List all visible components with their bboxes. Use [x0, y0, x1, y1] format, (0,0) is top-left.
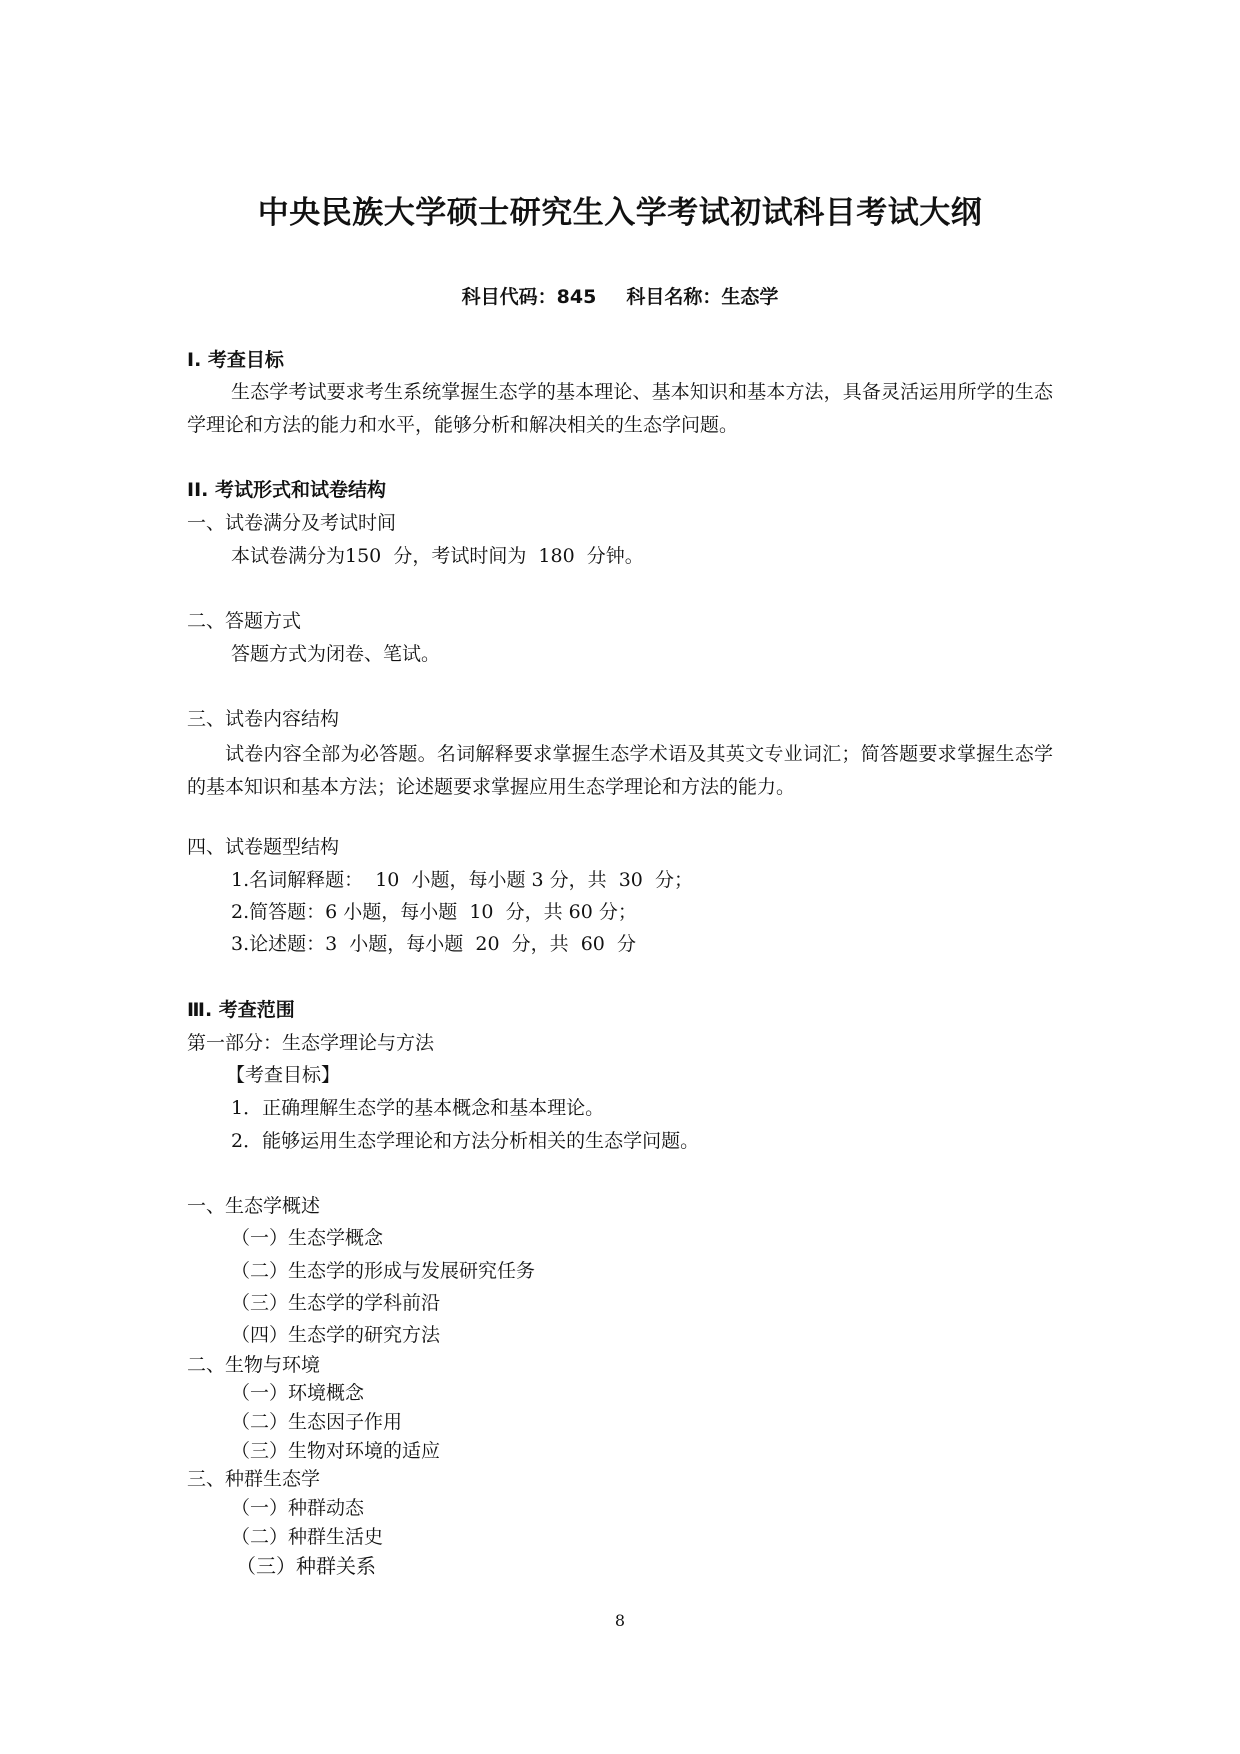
- goal-item: 1．正确理解生态学的基本概念和基本理论。: [231, 1097, 605, 1119]
- page-number: 8: [614, 1611, 626, 1630]
- goal-item: 2．能够运用生态学理论和方法分析相关的生态学问题。: [231, 1130, 700, 1152]
- exam-score-time-body: 本试卷满分为150 分，考试时间为 180 分钟。: [231, 545, 644, 567]
- chapter-2-item: （一）环境概念: [231, 1382, 365, 1404]
- content-structure-title: 三、试卷内容结构: [187, 708, 340, 730]
- subject-line: [0, 284, 1240, 310]
- section-1-body: 生态学考试要求考生系统掌握生态学的基本理论、基本知识和基本方法，具备灵活运用所学的生态学理论和方法的能力和水平，能够分析和解决相关的生态学问题。: [187, 381, 1053, 436]
- chapter-3-title: 三、种群生态学: [187, 1468, 321, 1490]
- chapter-1-item: （一）生态学概念: [231, 1227, 384, 1249]
- chapter-2-item: （三）生物对环境的适应: [231, 1440, 441, 1462]
- chapter-1-title: 一、生态学概述: [187, 1195, 321, 1217]
- section-3-heading: Ⅲ. 考查范围: [187, 999, 295, 1021]
- document-title: 中央民族大学硕士研究生入学考试初试科目考试大纲: [257, 195, 983, 231]
- question-type-item: 3.论述题：3 小题，每小题 20 分，共 60 分: [231, 933, 636, 955]
- section-2-heading: II. 考试形式和试卷结构: [187, 479, 386, 501]
- section-1-heading: I. 考查目标: [187, 349, 284, 371]
- subject-name: 科目名称：生态学: [626, 286, 779, 308]
- chapter-3-item: （三）种群关系: [236, 1554, 376, 1578]
- answer-method-body: 答题方式为闭卷、笔试。: [231, 643, 441, 665]
- chapter-1-item: （四）生态学的研究方法: [231, 1324, 441, 1346]
- chapter-1-item: （二）生态学的形成与发展研究任务: [231, 1260, 536, 1282]
- part-1-title: 第一部分：生态学理论与方法: [187, 1032, 435, 1054]
- content-structure-body: 试卷内容全部为必答题。名词解释要求掌握生态学术语及其英文专业词汇；简答题要求掌握生态学的基本知识和基本方法；论述题要求掌握应用生态学理论和方法的能力。: [187, 743, 1053, 798]
- subject-code: 科目代码：845: [461, 286, 597, 308]
- chapter-2-item: （二）生态因子作用: [231, 1411, 403, 1433]
- exam-score-time-title: 一、试卷满分及考试时间: [187, 512, 397, 534]
- chapter-3-item: （一）种群动态: [231, 1497, 365, 1519]
- answer-method-title: 二、答题方式: [187, 610, 302, 632]
- question-type-title: 四、试卷题型结构: [187, 836, 340, 858]
- question-type-item: 1.名词解释题： 10 小题，每小题 3 分，共 30 分；: [231, 869, 693, 891]
- chapter-2-title: 二、生物与环境: [187, 1354, 321, 1376]
- chapter-3-item: （二）种群生活史: [231, 1526, 384, 1548]
- question-type-item: 2.简答题：6 小题，每小题 10 分，共 60 分；: [231, 901, 637, 923]
- goal-label: 【考查目标】: [226, 1064, 341, 1086]
- chapter-1-item: （三）生态学的学科前沿: [231, 1292, 441, 1314]
